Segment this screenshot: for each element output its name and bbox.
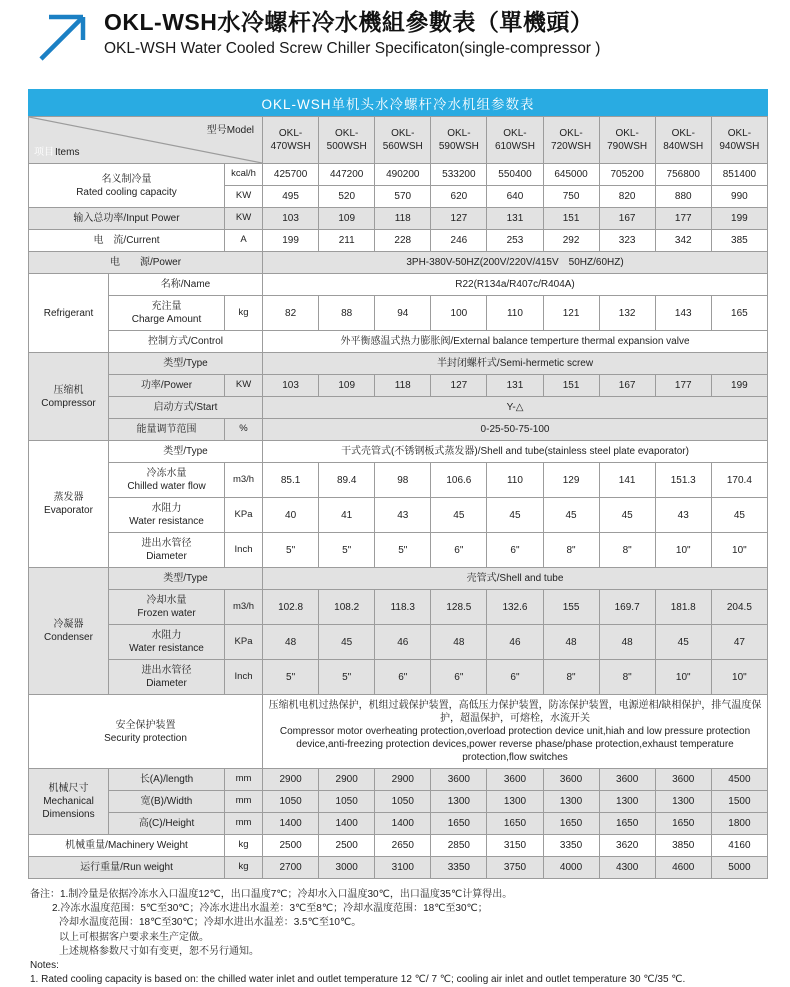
cell-value: 3600 [599, 769, 655, 791]
cell-value: 100 [431, 296, 487, 331]
cell-value: 85.1 [263, 463, 319, 498]
cell-value: 118 [375, 208, 431, 230]
cell-value: 4000 [543, 857, 599, 879]
cell-grp: 冷凝器 Condenser [29, 568, 109, 695]
cell-value: 756800 [655, 164, 711, 186]
cell-value: 1650 [599, 813, 655, 835]
cell-value: 199 [711, 208, 767, 230]
cell-value: 88 [319, 296, 375, 331]
cell-value: 167 [599, 375, 655, 397]
cell-value: 385 [711, 230, 767, 252]
cell-value: 1650 [655, 813, 711, 835]
cell-val: 压缩机电机过热保护，机组过载保护装置，高低压力保护装置，防冻保护装置，电源逆相/缺相保护，排气温度保护，超温保护，可熔栓，水流开关 Compressor motor overheating protection,overload protection device unit,hiah and low pressure protection device,anti-freezing protection devices,power reverse phase/phase protection,exhaust temperature protection,flow switches [263, 695, 768, 769]
cell-value: 45 [543, 498, 599, 533]
cell-value: 131 [487, 208, 543, 230]
note-line: 上述规格参数尺寸如有变更，恕不另行通知。 [59, 945, 259, 957]
cell-value: 45 [599, 498, 655, 533]
cell-value: 94 [375, 296, 431, 331]
cell-value: 246 [431, 230, 487, 252]
cell-value: 4500 [711, 769, 767, 791]
cell-value: 155 [543, 590, 599, 625]
cell-value: 4600 [655, 857, 711, 879]
cell-lbl: 进出水管径 Diameter [109, 533, 225, 568]
cell-value: 3620 [599, 835, 655, 857]
cell-value: 165 [711, 296, 767, 331]
cell-value: 5" [263, 533, 319, 568]
cell-value: 103 [263, 375, 319, 397]
cell-value: 1300 [543, 791, 599, 813]
items-label-zh: 项目 [34, 147, 54, 158]
table-row [29, 441, 768, 463]
cell-unit: kg [225, 296, 263, 331]
cell-value: 199 [263, 230, 319, 252]
note-line: Notes: [30, 959, 59, 971]
table-row [29, 660, 768, 695]
cell-val: 外平衡感温式热力膨胀阀/External balance temperture thermal expansion valve [263, 331, 768, 353]
cell-value: 8" [543, 533, 599, 568]
cell-value: 6" [431, 660, 487, 695]
items-label-en: Items [55, 147, 80, 158]
cell-value: 5" [319, 660, 375, 695]
cell-value: 4300 [599, 857, 655, 879]
cell-value: 131 [487, 375, 543, 397]
cell-value: 177 [655, 208, 711, 230]
notes [30, 888, 790, 987]
cell-unit: kcal/h [225, 164, 263, 186]
cell-lbl: 功率/Power [109, 375, 225, 397]
cell-value: 2900 [263, 769, 319, 791]
cell-value: 110 [487, 296, 543, 331]
cell-value: 10" [711, 660, 767, 695]
spec-table-body [29, 164, 768, 879]
cell-value: 533200 [431, 164, 487, 186]
cell-value: 1300 [599, 791, 655, 813]
cell-lbl: 电 流/Current [29, 230, 225, 252]
table-row [29, 813, 768, 835]
cell-val: 干式壳管式(不锈钢板式蒸发器)/Shell and tube(stainless steel plate evaporator) [263, 441, 768, 463]
cell-value: 851400 [711, 164, 767, 186]
cell-value: 1500 [711, 791, 767, 813]
cell-value: 118.3 [375, 590, 431, 625]
cell-lbl: 名义制冷量 Rated cooling capacity [29, 164, 225, 208]
cell-val: R22(R134a/R407c/R404A) [263, 274, 768, 296]
title-block [104, 8, 600, 58]
cell-value: 3600 [487, 769, 543, 791]
cell-value: 177 [655, 375, 711, 397]
cell-value: 820 [599, 186, 655, 208]
cell-value: 89.4 [319, 463, 375, 498]
cell-value: 3850 [655, 835, 711, 857]
cell-value: 8" [543, 660, 599, 695]
cell-value: 5" [263, 660, 319, 695]
items-label [34, 146, 79, 159]
cell-value: 6" [487, 660, 543, 695]
cell-unit: m3/h [225, 590, 263, 625]
cell-unit: Inch [225, 533, 263, 568]
table-row [29, 625, 768, 660]
table-banner: OKL-WSH单机头水冷螺杆冷水机组参数表 [28, 89, 768, 116]
cell-value: 47 [711, 625, 767, 660]
cell-value: 705200 [599, 164, 655, 186]
cell-value: 45 [319, 625, 375, 660]
cell-value: 181.8 [655, 590, 711, 625]
cell-value: 1650 [487, 813, 543, 835]
cell-value: 10" [655, 660, 711, 695]
cell-value: 103 [263, 208, 319, 230]
cell-val: 半封闭螺杆式/Semi-hermetic screw [263, 353, 768, 375]
cell-unit: KPa [225, 498, 263, 533]
model-header: OKL- 590WSH [431, 117, 487, 164]
table-row [29, 397, 768, 419]
cell-value: 48 [431, 625, 487, 660]
cell-value: 2850 [431, 835, 487, 857]
cell-value: 121 [543, 296, 599, 331]
table-row [29, 331, 768, 353]
table-row [29, 695, 768, 769]
table-row [29, 252, 768, 274]
cell-val: 0-25-50-75-100 [263, 419, 768, 441]
table-row [29, 296, 768, 331]
cell-value: 292 [543, 230, 599, 252]
model-header: OKL- 790WSH [599, 117, 655, 164]
cell-unit: Inch [225, 660, 263, 695]
cell-lbl: 电 源/Power [29, 252, 263, 274]
cell-value: 127 [431, 375, 487, 397]
cell-lbl: 能量调节范围 [109, 419, 225, 441]
cell-value: 6" [431, 533, 487, 568]
cell-value: 98 [375, 463, 431, 498]
table-row [29, 375, 768, 397]
cell-value: 82 [263, 296, 319, 331]
cell-value: 1300 [487, 791, 543, 813]
note-line: 1. Rated cooling capacity is based on: the chilled water inlet and outlet temperature 12 ℃/ 7 ℃; cooling air inlet and outlet temperature 30 ℃/35 ℃. [30, 974, 686, 986]
cell-value: 1300 [655, 791, 711, 813]
cell-value: 128.5 [431, 590, 487, 625]
table-row [29, 533, 768, 568]
cell-lbl: 运行重量/Run weight [29, 857, 225, 879]
cell-lbl: 输入总功率/Input Power [29, 208, 225, 230]
cell-value: 151.3 [655, 463, 711, 498]
cell-grp: 机械尺寸 Mechanical Dimensions [29, 769, 109, 835]
cell-value: 8" [599, 533, 655, 568]
cell-value: 4160 [711, 835, 767, 857]
cell-value: 127 [431, 208, 487, 230]
table-row [29, 857, 768, 879]
cell-value: 6" [375, 660, 431, 695]
table-row [29, 590, 768, 625]
model-header: OKL- 470WSH [263, 117, 319, 164]
cell-value: 3350 [543, 835, 599, 857]
cell-lbl: 类型/Type [109, 353, 263, 375]
cell-value: 550400 [487, 164, 543, 186]
cell-unit: KW [225, 375, 263, 397]
table-row [29, 208, 768, 230]
cell-value: 45 [711, 498, 767, 533]
note-line: 2.冷冻水温度范围：5℃至30℃；冷冻水进出水温差：3℃至8℃；冷却水温度范围：18℃至30℃； [52, 903, 488, 915]
cell-value: 143 [655, 296, 711, 331]
model-label: 型号Model [206, 125, 255, 136]
cell-lbl: 冷却水量 Frozen water [109, 590, 225, 625]
table-row [29, 791, 768, 813]
note-line: 备注：1.制冷量是依据冷冻水入口温度12℃，出口温度7℃；冷却水入口温度30℃，出口温度35℃计算得出。 [30, 889, 513, 900]
model-header: OKL- 720WSH [543, 117, 599, 164]
cell-value: 8" [599, 660, 655, 695]
cell-value: 132 [599, 296, 655, 331]
cell-value: 570 [375, 186, 431, 208]
cell-value: 141 [599, 463, 655, 498]
page-title-en: OKL-WSH Water Cooled Screw Chiller Specificaton(single-compressor ) [104, 39, 601, 57]
cell-grp: 压缩机 Compressor [29, 353, 109, 441]
cell-value: 520 [319, 186, 375, 208]
cell-lbl: 类型/Type [109, 441, 263, 463]
cell-value: 204.5 [711, 590, 767, 625]
cell-value: 48 [599, 625, 655, 660]
cell-value: 199 [711, 375, 767, 397]
cell-unit: mm [225, 769, 263, 791]
cell-value: 3000 [319, 857, 375, 879]
cell-value: 2500 [319, 835, 375, 857]
cell-unit: mm [225, 791, 263, 813]
cell-value: 3600 [431, 769, 487, 791]
cell-lbl: 进出水管径 Diameter [109, 660, 225, 695]
cell-value: 425700 [263, 164, 319, 186]
page-header [0, 0, 790, 66]
cell-unit: kg [225, 857, 263, 879]
cell-value: 1300 [431, 791, 487, 813]
cell-value: 169.7 [599, 590, 655, 625]
table-row [29, 353, 768, 375]
cell-value: 170.4 [711, 463, 767, 498]
cell-lbl: 控制方式/Control [109, 331, 263, 353]
cell-unit: kg [225, 835, 263, 857]
cell-value: 151 [543, 208, 599, 230]
cell-value: 253 [487, 230, 543, 252]
cell-value: 750 [543, 186, 599, 208]
cell-lbl: 机械重量/Machinery Weight [29, 835, 225, 857]
cell-value: 48 [543, 625, 599, 660]
cell-value: 323 [599, 230, 655, 252]
cell-value: 2700 [263, 857, 319, 879]
model-header: OKL- 940WSH [711, 117, 767, 164]
cell-value: 3600 [543, 769, 599, 791]
model-header: OKL- 560WSH [375, 117, 431, 164]
cell-lbl: 充注量 Charge Amount [109, 296, 225, 331]
cell-lbl: 安全保护装置 Security protection [29, 695, 263, 769]
cell-value: 3750 [487, 857, 543, 879]
cell-lbl: 长(A)/length [109, 769, 225, 791]
cell-value: 211 [319, 230, 375, 252]
cell-value: 3100 [375, 857, 431, 879]
note-line: 以上可根据客户要求来生产定做。 [59, 931, 209, 943]
cell-value: 41 [319, 498, 375, 533]
cell-lbl: 宽(B)/Width [109, 791, 225, 813]
cell-value: 2650 [375, 835, 431, 857]
cell-lbl: 水阻力 Water resistance [109, 498, 225, 533]
cell-value: 3600 [655, 769, 711, 791]
cell-val: Y-△ [263, 397, 768, 419]
cell-value: 645000 [543, 164, 599, 186]
cell-value: 990 [711, 186, 767, 208]
cell-value: 43 [375, 498, 431, 533]
cell-value: 620 [431, 186, 487, 208]
table-row [29, 164, 768, 186]
cell-grp: Refrigerant [29, 274, 109, 353]
cell-unit: m3/h [225, 463, 263, 498]
cell-value: 1400 [375, 813, 431, 835]
cell-value: 3350 [431, 857, 487, 879]
cell-value: 1050 [263, 791, 319, 813]
table-row [29, 419, 768, 441]
corner-cell [29, 117, 263, 164]
table-row [29, 498, 768, 533]
page-title-zh: OKL-WSH水冷螺杆冷水機組參數表（單機頭） [104, 9, 594, 35]
cell-lbl: 名称/Name [109, 274, 263, 296]
cell-value: 102.8 [263, 590, 319, 625]
cell-value: 109 [319, 375, 375, 397]
table-row [29, 274, 768, 296]
cell-value: 1050 [319, 791, 375, 813]
cell-value: 151 [543, 375, 599, 397]
cell-unit: mm [225, 813, 263, 835]
model-header: OKL- 840WSH [655, 117, 711, 164]
cell-lbl: 冷冻水量 Chilled water flow [109, 463, 225, 498]
cell-lbl: 类型/Type [109, 568, 263, 590]
cell-value: 48 [263, 625, 319, 660]
cell-lbl: 水阻力 Water resistance [109, 625, 225, 660]
spec-table [28, 116, 768, 879]
cell-value: 1400 [319, 813, 375, 835]
cell-value: 109 [319, 208, 375, 230]
cell-value: 45 [431, 498, 487, 533]
cell-value: 3150 [487, 835, 543, 857]
table-row [29, 769, 768, 791]
up-right-arrow-icon [30, 10, 92, 66]
model-header: OKL- 610WSH [487, 117, 543, 164]
cell-lbl: 高(C)/Height [109, 813, 225, 835]
table-row [29, 835, 768, 857]
cell-value: 10" [711, 533, 767, 568]
cell-value: 132.6 [487, 590, 543, 625]
cell-value: 45 [487, 498, 543, 533]
cell-value: 1650 [543, 813, 599, 835]
cell-value: 1800 [711, 813, 767, 835]
cell-value: 6" [487, 533, 543, 568]
cell-value: 46 [375, 625, 431, 660]
cell-value: 10" [655, 533, 711, 568]
cell-val: 3PH-380V-50HZ(200V/220V/415V 50HZ/60HZ) [263, 252, 768, 274]
cell-unit: A [225, 230, 263, 252]
cell-val: 壳管式/Shell and tube [263, 568, 768, 590]
model-header-row [29, 117, 768, 164]
cell-value: 495 [263, 186, 319, 208]
cell-value: 118 [375, 375, 431, 397]
cell-value: 1400 [263, 813, 319, 835]
cell-unit: % [225, 419, 263, 441]
cell-value: 106.6 [431, 463, 487, 498]
cell-value: 167 [599, 208, 655, 230]
cell-grp: 蒸发器 Evaporator [29, 441, 109, 568]
cell-value: 2900 [375, 769, 431, 791]
cell-value: 129 [543, 463, 599, 498]
cell-unit: KW [225, 186, 263, 208]
cell-value: 1650 [431, 813, 487, 835]
cell-lbl: 启动方式/Start [109, 397, 263, 419]
cell-value: 880 [655, 186, 711, 208]
cell-value: 46 [487, 625, 543, 660]
cell-value: 1050 [375, 791, 431, 813]
note-line: 冷却水温度范围：18℃至30℃；冷却水进出水温差：3.5℃至10℃。 [59, 917, 362, 929]
cell-value: 45 [655, 625, 711, 660]
cell-value: 447200 [319, 164, 375, 186]
model-header: OKL- 500WSH [319, 117, 375, 164]
cell-value: 490200 [375, 164, 431, 186]
cell-value: 342 [655, 230, 711, 252]
cell-value: 40 [263, 498, 319, 533]
cell-value: 640 [487, 186, 543, 208]
cell-unit: KPa [225, 625, 263, 660]
cell-value: 5000 [711, 857, 767, 879]
cell-value: 43 [655, 498, 711, 533]
table-row [29, 463, 768, 498]
cell-value: 2500 [263, 835, 319, 857]
cell-unit: KW [225, 208, 263, 230]
table-row [29, 230, 768, 252]
cell-value: 5" [375, 533, 431, 568]
cell-value: 2900 [319, 769, 375, 791]
cell-value: 228 [375, 230, 431, 252]
cell-value: 5" [319, 533, 375, 568]
table-row [29, 568, 768, 590]
cell-value: 110 [487, 463, 543, 498]
cell-value: 108.2 [319, 590, 375, 625]
